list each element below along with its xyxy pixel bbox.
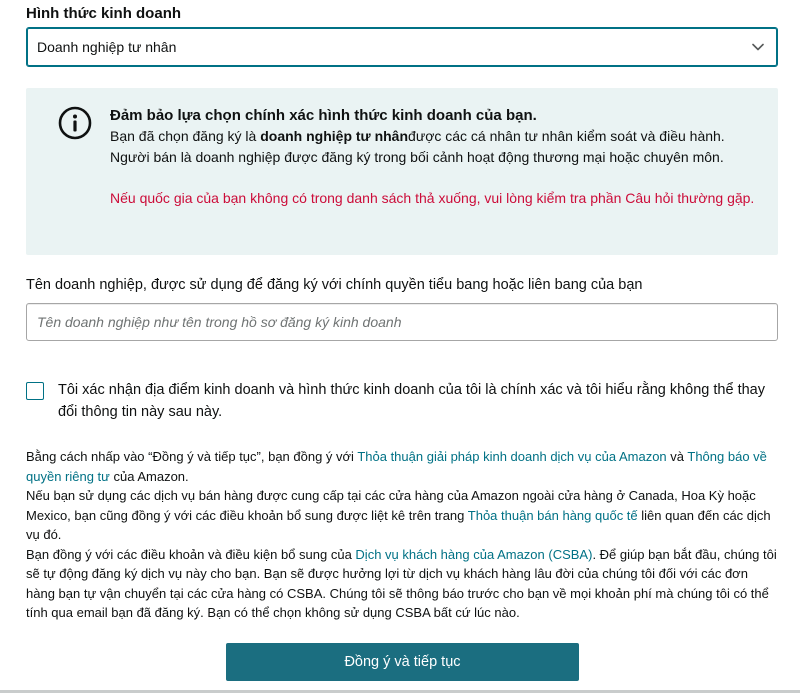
confirm-checkbox-label[interactable]: Tôi xác nhận địa điểm kinh doanh và hình thức kinh doanh của tôi là chính xác và tôi hiểu rằng không thể thay đổi thông tin này sau này. <box>58 382 765 420</box>
info-title: Đảm bảo lựa chọn chính xác hình thức kinh doanh của bạn. <box>110 107 537 124</box>
info-icon <box>58 106 92 140</box>
business-name-input[interactable] <box>26 303 778 341</box>
selected-type-emphasis: doanh nghiệp tư nhân <box>260 128 409 144</box>
confirm-checkbox[interactable] <box>26 382 44 400</box>
legal-paragraph-2: Nếu bạn sử dụng các dịch vụ bán hàng được cung cấp tại các cửa hàng của Amazon ngoài cửa hàng ở Canada, Hoa Kỳ hoặc Mexico, bạn cũng đồng ý với các điều khoản bổ sung được liệt kê trên trang Thỏa thuận bán hàng quốc tế liên quan đến các dịch vụ đó. <box>26 488 771 542</box>
info-warning: Nếu quốc gia của bạn không có trong danh sách thả xuống, vui lòng kiểm tra phần Câu hỏi thường gặp. <box>110 190 755 206</box>
business-type-select[interactable] <box>26 27 778 67</box>
legal-paragraph-3: Bạn đồng ý với các điều khoản và điều kiện bổ sung của Dịch vụ khách hàng của Amazon (CSBA). Để giúp bạn bắt đầu, chúng tôi sẽ tự động đăng ký dịch vụ này cho bạn. Bạn sẽ được hưởng lợi từ dịch vụ khách hàng lâu đời của chúng tôi đối với các đơn hàng bạn tự vận chuyển tại các cửa hàng có CSBA. Chúng tôi sẽ thông báo trước cho bạn về mọi khoản phí mà chúng tôi có thể tính qua email bạn đã đăng ký. Bạn có thể chọn không sử dụng CSBA bất cứ lúc nào. <box>26 546 777 620</box>
service-agreement-link[interactable]: Thỏa thuận giải pháp kinh doanh dịch vụ của Amazon <box>357 449 667 464</box>
legal-paragraph-1: Bằng cách nhấp vào “Đồng ý và tiếp tục”, bạn đồng ý với Thỏa thuận giải pháp kinh doanh dịch vụ của Amazon và Thông báo về quyền riêng tư của Amazon. <box>26 449 767 484</box>
csba-link[interactable]: Dịch vụ khách hàng của Amazon (CSBA) <box>355 546 593 562</box>
info-text <box>110 105 770 209</box>
agree-continue-button[interactable]: Đồng ý và tiếp tục <box>226 643 579 681</box>
business-type-selected-value: Doanh nghiệp tư nhân <box>37 39 177 55</box>
privacy-notice-link[interactable]: Thông báo về quyền riêng tư <box>26 449 767 484</box>
business-type-label: Hình thức kinh doanh <box>26 5 182 22</box>
info-line-1: Bạn đã chọn đăng ký là doanh nghiệp tư nhânđược các cá nhân tư nhân kiểm soát và điều hành. <box>110 128 725 144</box>
info-alert <box>26 88 778 255</box>
business-name-label: Tên doanh nghiệp, được sử dụng để đăng ký với chính quyền tiểu bang hoặc liên bang của bạn <box>26 277 643 293</box>
info-line-2: Người bán là doanh nghiệp được đăng ký trong bối cảnh hoạt động thương mại hoặc chuyên môn. <box>110 149 724 165</box>
international-selling-link[interactable]: Thỏa thuận bán hàng quốc tế <box>467 507 638 523</box>
chevron-down-icon <box>751 40 765 54</box>
legal-text <box>26 447 778 623</box>
